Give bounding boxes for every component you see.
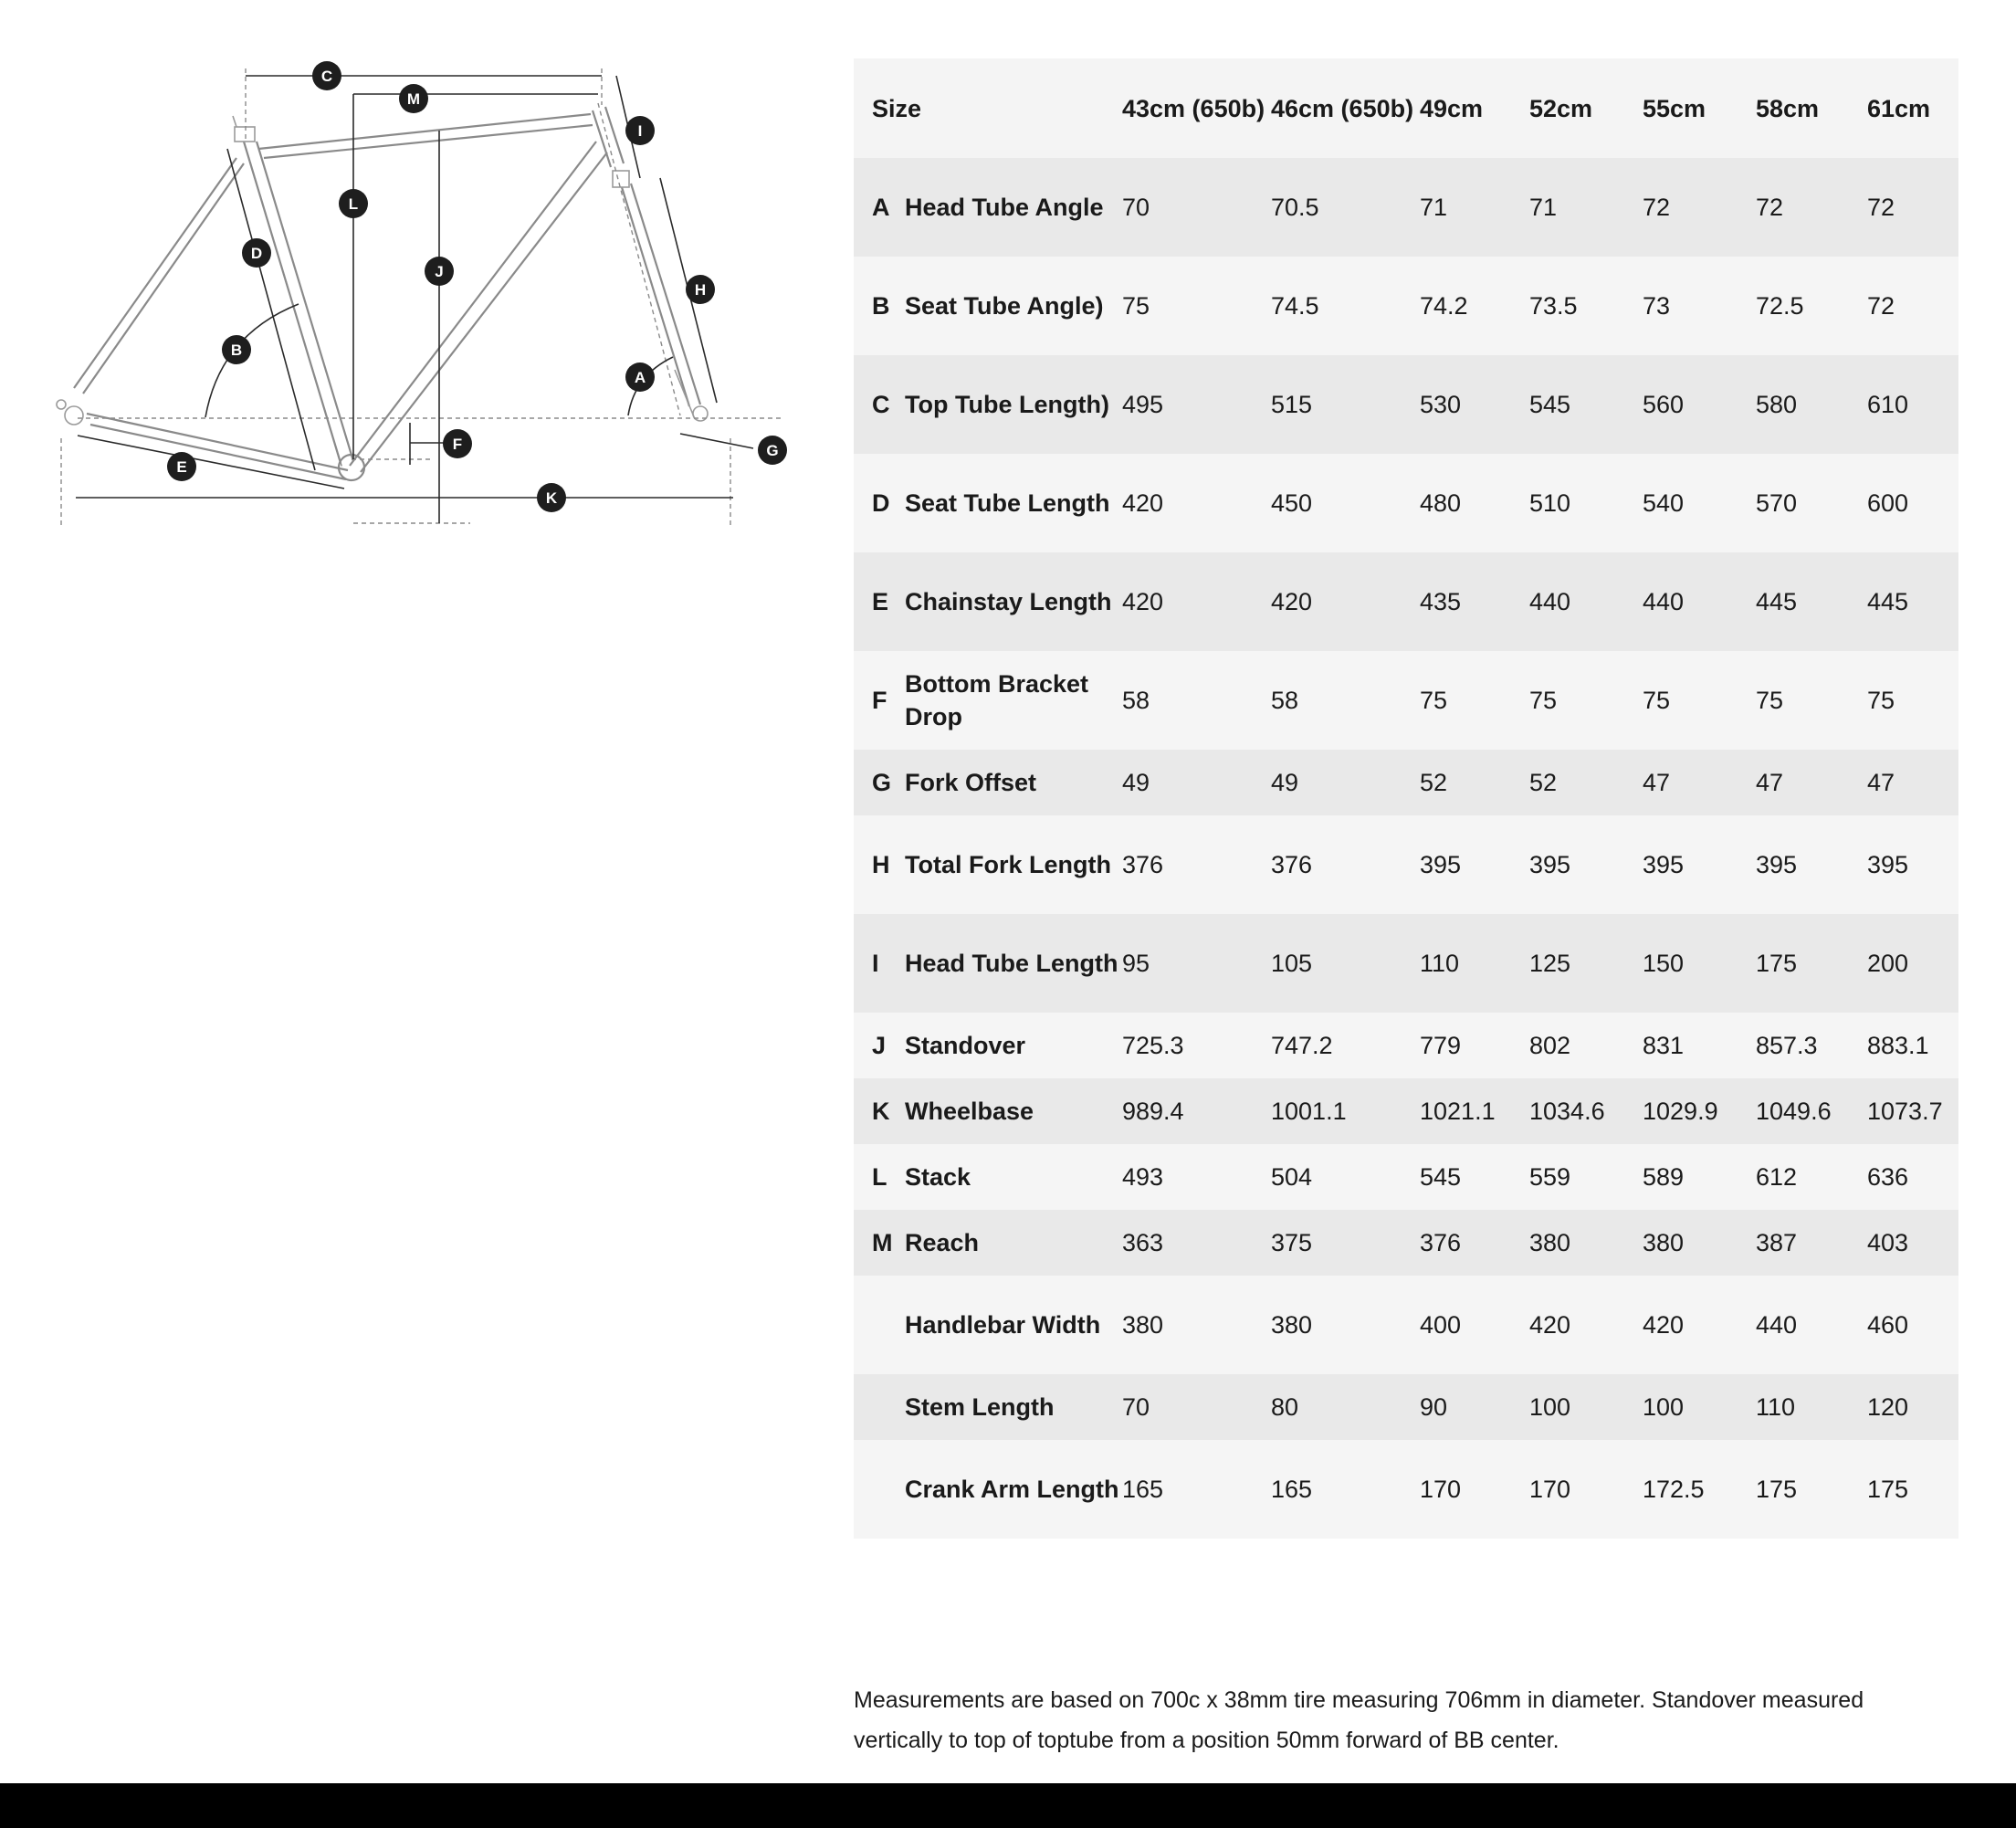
measurement-note: Measurements are based on 700c x 38mm tire measuring 706mm in diameter. Standover measured vertically to top of toptube from a position 50mm forward of BB center. <box>854 1687 1864 1753</box>
size-column-header: 43cm (650b) <box>1122 94 1265 122</box>
table-cell-value: 510 <box>1529 489 1571 517</box>
size-column-header: 55cm <box>1643 94 1706 122</box>
table-row <box>854 1078 1958 1144</box>
table-cell-value: 47 <box>1643 768 1671 796</box>
table-cell-value: 440 <box>1643 587 1685 615</box>
table-cell-value: 445 <box>1756 587 1798 615</box>
svg-text:D: D <box>250 245 263 262</box>
table-cell-value: 75 <box>1420 686 1448 714</box>
table-cell-value: 47 <box>1867 768 1895 796</box>
row-measurement-name: Standover <box>905 1032 1026 1059</box>
row-letter: A <box>872 193 890 221</box>
table-cell-value: 395 <box>1756 850 1798 878</box>
table-cell-value: 75 <box>1756 686 1784 714</box>
table-cell-value: 612 <box>1756 1162 1798 1191</box>
table-cell-value: 49 <box>1271 768 1299 796</box>
table-row <box>854 1013 1958 1078</box>
row-measurement-name: Reach <box>905 1229 980 1256</box>
svg-text:J: J <box>435 263 444 280</box>
svg-text:I: I <box>637 122 643 140</box>
table-cell-value: 1073.7 <box>1867 1097 1943 1125</box>
table-cell-value: 120 <box>1867 1392 1909 1421</box>
table-cell-value: 540 <box>1643 489 1685 517</box>
row-letter: D <box>872 489 890 517</box>
table-cell-value: 70.5 <box>1271 193 1319 221</box>
svg-text:F: F <box>452 436 463 453</box>
table-row <box>854 750 1958 815</box>
table-cell-value: 150 <box>1643 949 1685 977</box>
row-letter: H <box>872 850 890 878</box>
table-cell-value: 52 <box>1529 768 1558 796</box>
row-measurement-name: Bottom Bracket Drop <box>905 670 1089 730</box>
row-letter: L <box>872 1162 887 1191</box>
table-cell-value: 545 <box>1420 1162 1462 1191</box>
table-cell-value: 636 <box>1867 1162 1909 1191</box>
table-cell-value: 440 <box>1529 587 1571 615</box>
table-body <box>854 158 1958 1539</box>
table-row <box>854 257 1958 355</box>
row-measurement-name: Total Fork Length <box>905 851 1111 878</box>
marker-a <box>625 362 655 392</box>
table-cell-value: 100 <box>1643 1392 1685 1421</box>
table-cell-value: 493 <box>1122 1162 1164 1191</box>
row-measurement-name: Head Tube Length <box>905 950 1118 977</box>
row-letter: B <box>872 291 890 320</box>
row-letter: J <box>872 1031 887 1059</box>
size-column-header: 52cm <box>1529 94 1593 122</box>
row-measurement-name: Fork Offset <box>905 769 1037 796</box>
table-cell-value: 52 <box>1420 768 1448 796</box>
marker-h <box>686 275 715 304</box>
svg-text:L: L <box>348 195 359 213</box>
table-cell-value: 395 <box>1643 850 1685 878</box>
svg-text:C: C <box>320 68 333 85</box>
table-cell-value: 74.5 <box>1271 291 1319 320</box>
table-cell-value: 47 <box>1756 768 1784 796</box>
table-cell-value: 375 <box>1271 1228 1313 1256</box>
table-cell-value: 779 <box>1420 1031 1462 1059</box>
table-cell-value: 90 <box>1420 1392 1448 1421</box>
row-measurement-name: Handlebar Width <box>905 1311 1101 1339</box>
table-cell-value: 172.5 <box>1643 1475 1705 1503</box>
row-measurement-name: Stack <box>905 1163 971 1191</box>
table-cell-value: 515 <box>1271 390 1313 418</box>
table-cell-value: 175 <box>1756 1475 1798 1503</box>
table-cell-value: 395 <box>1529 850 1571 878</box>
table-cell-value: 105 <box>1271 949 1313 977</box>
table-row <box>854 1276 1958 1374</box>
table-row <box>854 1144 1958 1210</box>
table-cell-value: 589 <box>1643 1162 1685 1191</box>
table-cell-value: 831 <box>1643 1031 1685 1059</box>
table-cell-value: 450 <box>1271 489 1313 517</box>
row-letter: M <box>872 1228 893 1256</box>
row-letter: E <box>872 587 889 615</box>
table-row <box>854 552 1958 651</box>
table-cell-value: 75 <box>1122 291 1150 320</box>
table-row <box>854 158 1958 257</box>
table-cell-value: 559 <box>1529 1162 1571 1191</box>
table-cell-value: 363 <box>1122 1228 1164 1256</box>
table-cell-value: 165 <box>1271 1475 1313 1503</box>
table-cell-value: 857.3 <box>1756 1031 1818 1059</box>
table-cell-value: 73.5 <box>1529 291 1578 320</box>
table-cell-value: 73 <box>1643 291 1671 320</box>
table-cell-value: 504 <box>1271 1162 1313 1191</box>
table-header-row <box>854 58 1958 158</box>
table-cell-value: 420 <box>1643 1310 1685 1339</box>
table-cell-value: 395 <box>1867 850 1909 878</box>
table-row <box>854 914 1958 1013</box>
table-cell-value: 580 <box>1756 390 1798 418</box>
row-measurement-name: Crank Arm Length <box>905 1476 1119 1503</box>
frame-tubes <box>57 107 708 480</box>
table-cell-value: 1029.9 <box>1643 1097 1718 1125</box>
table-cell-value: 380 <box>1271 1310 1313 1339</box>
size-column-header: 58cm <box>1756 94 1820 122</box>
table-cell-value: 95 <box>1122 949 1150 977</box>
table-cell-value: 435 <box>1420 587 1462 615</box>
marker-c <box>312 61 341 90</box>
footer-bar <box>0 1783 2016 1828</box>
table-row <box>854 355 1958 454</box>
table-cell-value: 387 <box>1756 1228 1798 1256</box>
marker-j <box>425 257 454 286</box>
table-cell-value: 58 <box>1122 686 1150 714</box>
table-cell-value: 725.3 <box>1122 1031 1184 1059</box>
table-row <box>854 454 1958 552</box>
row-letter <box>854 1440 905 1539</box>
table-cell-value: 460 <box>1867 1310 1909 1339</box>
table-cell-value: 480 <box>1420 489 1462 517</box>
table-cell-value: 495 <box>1122 390 1164 418</box>
row-measurement-name: Seat Tube Angle) <box>905 292 1104 320</box>
row-measurement-name: Wheelbase <box>905 1098 1034 1125</box>
svg-text:K: K <box>545 489 558 507</box>
table-cell-value: 110 <box>1420 949 1460 977</box>
table-cell-value: 802 <box>1529 1031 1571 1059</box>
table-cell-value: 200 <box>1867 949 1909 977</box>
row-letter: F <box>872 686 887 714</box>
table-cell-value: 49 <box>1122 768 1150 796</box>
table-cell-value: 420 <box>1529 1310 1571 1339</box>
svg-text:H: H <box>694 281 707 299</box>
table-cell-value: 72 <box>1867 193 1895 221</box>
table-cell-value: 100 <box>1529 1392 1571 1421</box>
geometry-table <box>854 58 1958 1539</box>
row-measurement-name: Seat Tube Length <box>905 489 1110 517</box>
table-cell-value: 420 <box>1271 587 1313 615</box>
table-cell-value: 165 <box>1122 1475 1164 1503</box>
table-cell-value: 170 <box>1529 1475 1571 1503</box>
row-letter: C <box>872 390 890 418</box>
table-cell-value: 883.1 <box>1867 1031 1929 1059</box>
marker-m <box>399 84 428 113</box>
row-measurement-name: Top Tube Length) <box>905 391 1109 418</box>
marker-f <box>443 429 472 458</box>
table-cell-value: 570 <box>1756 489 1798 517</box>
marker-l <box>339 189 368 218</box>
table-cell-value: 380 <box>1122 1310 1164 1339</box>
table-cell-value: 175 <box>1756 949 1798 977</box>
size-column-header: 46cm (650b) <box>1271 94 1414 122</box>
table-cell-value: 80 <box>1271 1392 1299 1421</box>
table-cell-value: 1001.1 <box>1271 1097 1347 1125</box>
reference-lines <box>61 68 781 525</box>
row-measurement-name: Head Tube Angle <box>905 194 1104 221</box>
row-letter: I <box>872 949 879 977</box>
table-cell-value: 72 <box>1867 291 1895 320</box>
table-cell-value: 170 <box>1420 1475 1462 1503</box>
table-cell-value: 125 <box>1529 949 1571 977</box>
svg-text:E: E <box>176 458 187 476</box>
table-cell-value: 395 <box>1420 850 1462 878</box>
table-cell-value: 175 <box>1867 1475 1909 1503</box>
table-cell-value: 376 <box>1420 1228 1462 1256</box>
table-cell-value: 72.5 <box>1756 291 1804 320</box>
table-cell-value: 403 <box>1867 1228 1909 1256</box>
row-letter: K <box>872 1097 890 1125</box>
svg-text:M: M <box>406 90 421 108</box>
row-measurement-name: Chainstay Length <box>905 588 1112 615</box>
frame-geometry-diagram <box>50 50 799 543</box>
row-letter: G <box>872 768 892 796</box>
table-cell-value: 560 <box>1643 390 1685 418</box>
table-cell-value: 1034.6 <box>1529 1097 1605 1125</box>
size-header: Size <box>872 94 922 122</box>
table-cell-value: 70 <box>1122 193 1150 221</box>
row-measurement-name: Stem Length <box>905 1393 1055 1421</box>
svg-text:B: B <box>230 341 243 359</box>
table-cell-value: 75 <box>1529 686 1558 714</box>
row-letter <box>854 1374 905 1440</box>
table-cell-value: 110 <box>1756 1392 1796 1421</box>
table-row <box>854 815 1958 914</box>
table-cell-value: 380 <box>1529 1228 1571 1256</box>
table-cell-value: 989.4 <box>1122 1097 1184 1125</box>
table-cell-value: 376 <box>1122 850 1164 878</box>
geometry-table-container <box>854 58 1958 1539</box>
frame-drawing <box>50 50 799 543</box>
table-cell-value: 400 <box>1420 1310 1462 1339</box>
table-cell-value: 600 <box>1867 489 1909 517</box>
marker-b <box>222 335 251 364</box>
table-cell-value: 610 <box>1867 390 1909 418</box>
marker-d <box>242 238 271 268</box>
marker-g <box>758 436 787 465</box>
table-cell-value: 545 <box>1529 390 1571 418</box>
table-row <box>854 1440 1958 1539</box>
table-cell-value: 58 <box>1271 686 1299 714</box>
table-cell-value: 70 <box>1122 1392 1150 1421</box>
table-cell-value: 380 <box>1643 1228 1685 1256</box>
table-cell-value: 72 <box>1756 193 1784 221</box>
table-cell-value: 72 <box>1643 193 1671 221</box>
table-cell-value: 71 <box>1420 193 1448 221</box>
svg-text:G: G <box>766 442 779 459</box>
table-row <box>854 1210 1958 1276</box>
table-row <box>854 651 1958 750</box>
table-cell-value: 440 <box>1756 1310 1798 1339</box>
marker-e <box>167 452 196 481</box>
table-cell-value: 75 <box>1867 686 1895 714</box>
table-cell-value: 445 <box>1867 587 1909 615</box>
table-cell-value: 530 <box>1420 390 1462 418</box>
row-letter <box>854 1276 905 1374</box>
table-cell-value: 74.2 <box>1420 291 1468 320</box>
size-column-header: 61cm <box>1867 94 1931 122</box>
table-cell-value: 420 <box>1122 587 1164 615</box>
table-cell-value: 1049.6 <box>1756 1097 1832 1125</box>
table-row <box>854 1374 1958 1440</box>
table-cell-value: 75 <box>1643 686 1671 714</box>
table-cell-value: 376 <box>1271 850 1313 878</box>
size-column-header: 49cm <box>1420 94 1484 122</box>
table-cell-value: 1021.1 <box>1420 1097 1496 1125</box>
svg-text:A: A <box>634 369 646 386</box>
table-cell-value: 420 <box>1122 489 1164 517</box>
table-cell-value: 71 <box>1529 193 1558 221</box>
marker-k <box>537 483 566 512</box>
table-cell-value: 747.2 <box>1271 1031 1333 1059</box>
marker-i <box>625 116 655 145</box>
